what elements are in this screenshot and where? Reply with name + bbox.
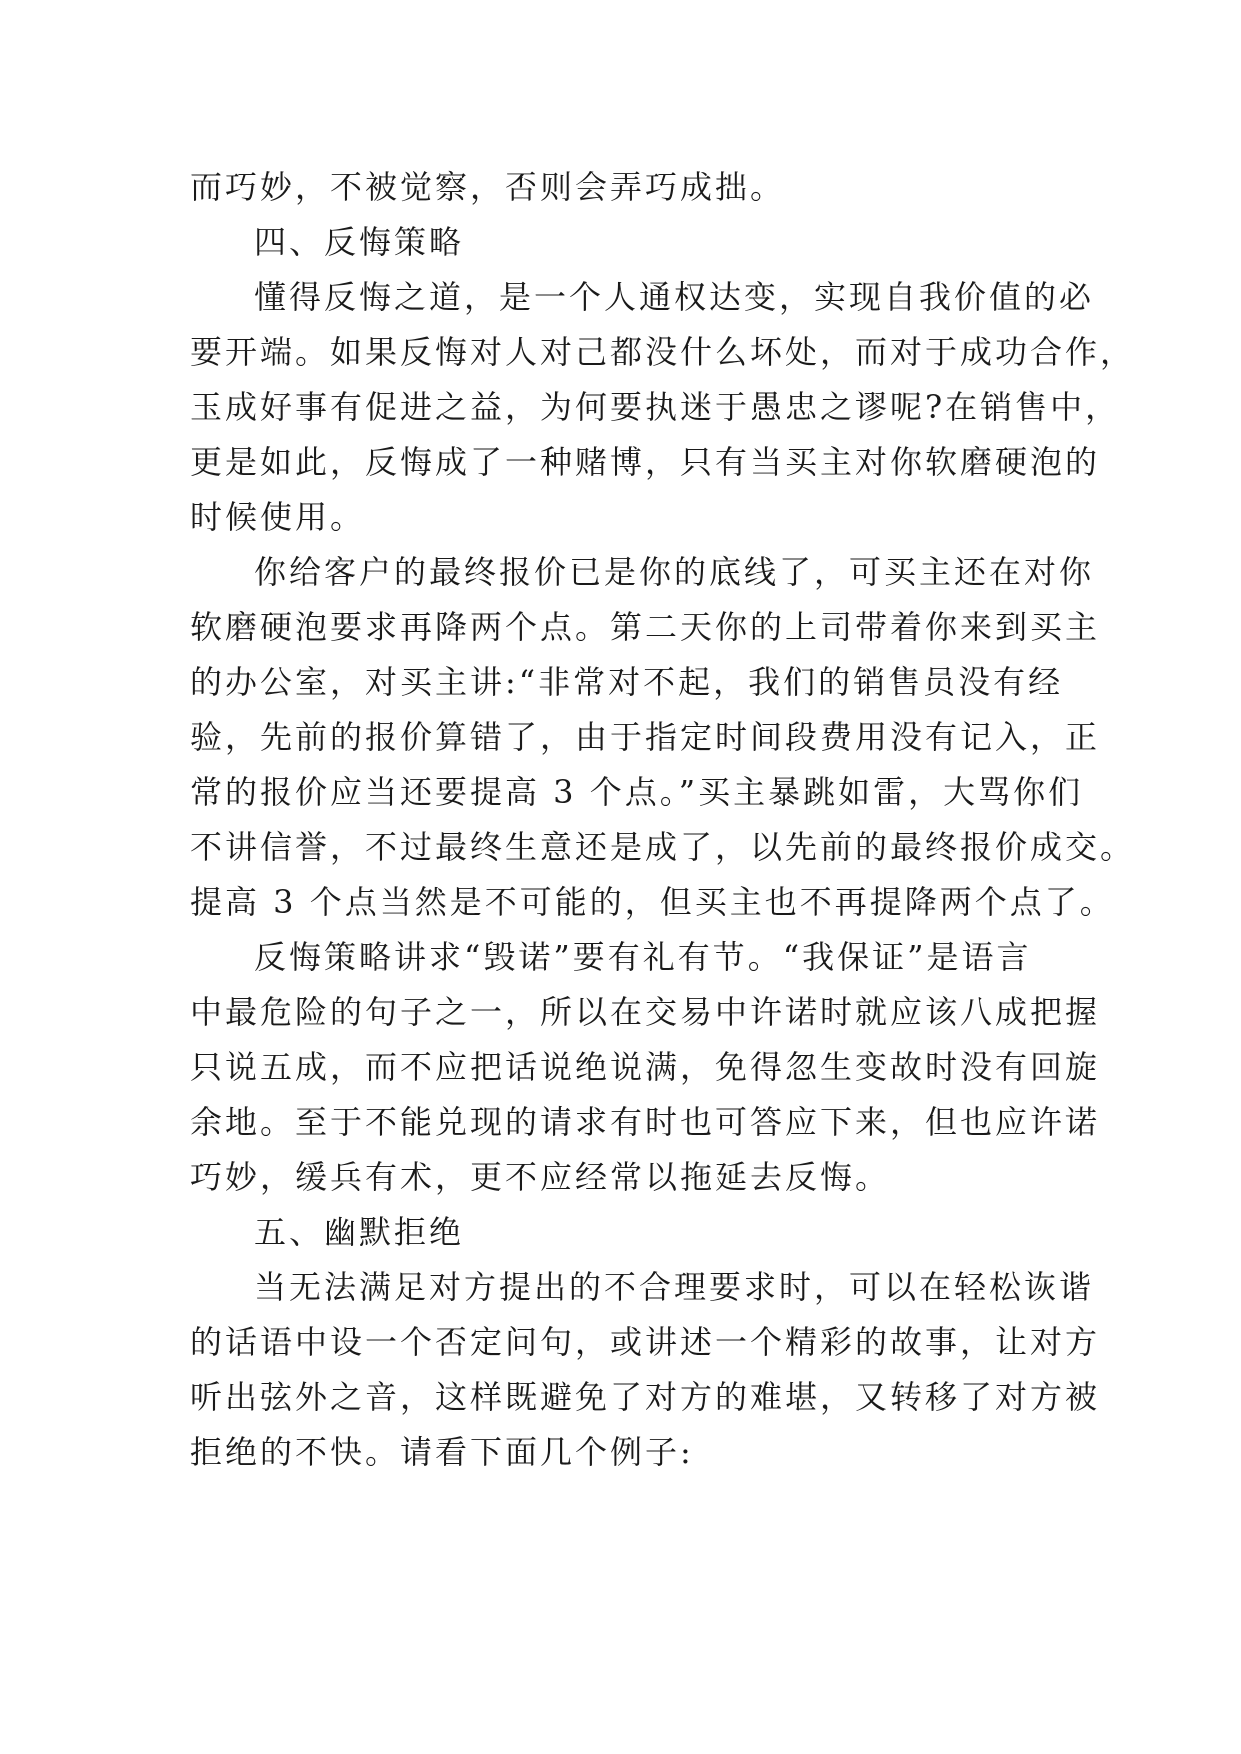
text-line: 常的报价应当还要提高 3 个点。”买主暴跳如雷，大骂你们 (190, 773, 1084, 811)
text-line: 不讲信誉，不过最终生意还是成了，以先前的最终报价成交。 (190, 828, 1136, 866)
text-line: 要开端。如果反悔对人对己都没什么坏处，而对于成功合作， (190, 333, 1136, 371)
text-line: 反悔策略讲求“毁诺”要有礼有节。“我保证”是语言 (254, 938, 1032, 976)
text-line: 懂得反悔之道，是一个人通权达变，实现自我价值的必 (254, 278, 1095, 316)
text-line: 你给客户的最终报价已是你的底线了，可买主还在对你 (254, 553, 1095, 591)
text-line: 更是如此，反悔成了一种赌博，只有当买主对你软磨硬泡的 (190, 443, 1101, 481)
text-line: 只说五成，而不应把话说绝说满，免得忽生变故时没有回旋 (190, 1048, 1101, 1086)
text-line: 玉成好事有促进之益，为何要执迷于愚忠之谬呢?在销售中， (190, 388, 1121, 426)
text-line: 拒绝的不快。请看下面几个例子: (190, 1433, 694, 1471)
text-line: 中最危险的句子之一，所以在交易中许诺时就应该八成把握 (190, 993, 1101, 1031)
text-line: 听出弦外之音，这样既避免了对方的难堪，又转移了对方被 (190, 1378, 1101, 1416)
text-line: 提高 3 个点当然是不可能的，但买主也不再提降两个点了。 (190, 883, 1115, 921)
document-body (190, 160, 1136, 1480)
text-line: 验，先前的报价算错了，由于指定时间段费用没有记入，正 (190, 718, 1101, 756)
section-heading-5: 五、幽默拒绝 (254, 1213, 465, 1251)
text-line: 当无法满足对方提出的不合理要求时，可以在轻松诙谐 (254, 1268, 1095, 1306)
text-line: 软磨硬泡要求再降两个点。第二天你的上司带着你来到买主 (190, 608, 1101, 646)
section-heading-4: 四、反悔策略 (254, 223, 465, 261)
text-line: 而巧妙，不被觉察，否则会弄巧成拙。 (190, 168, 786, 206)
text-line: 时候使用。 (190, 498, 366, 536)
text-line: 的话语中设一个否定问句，或讲述一个精彩的故事，让对方 (190, 1323, 1101, 1361)
text-line: 余地。至于不能兑现的请求有时也可答应下来，但也应许诺 (190, 1103, 1101, 1141)
text-line: 的办公室，对买主讲:“非常对不起，我们的销售员没有经 (190, 663, 1064, 701)
text-line: 巧妙，缓兵有术，更不应经常以拖延去反悔。 (190, 1158, 891, 1196)
